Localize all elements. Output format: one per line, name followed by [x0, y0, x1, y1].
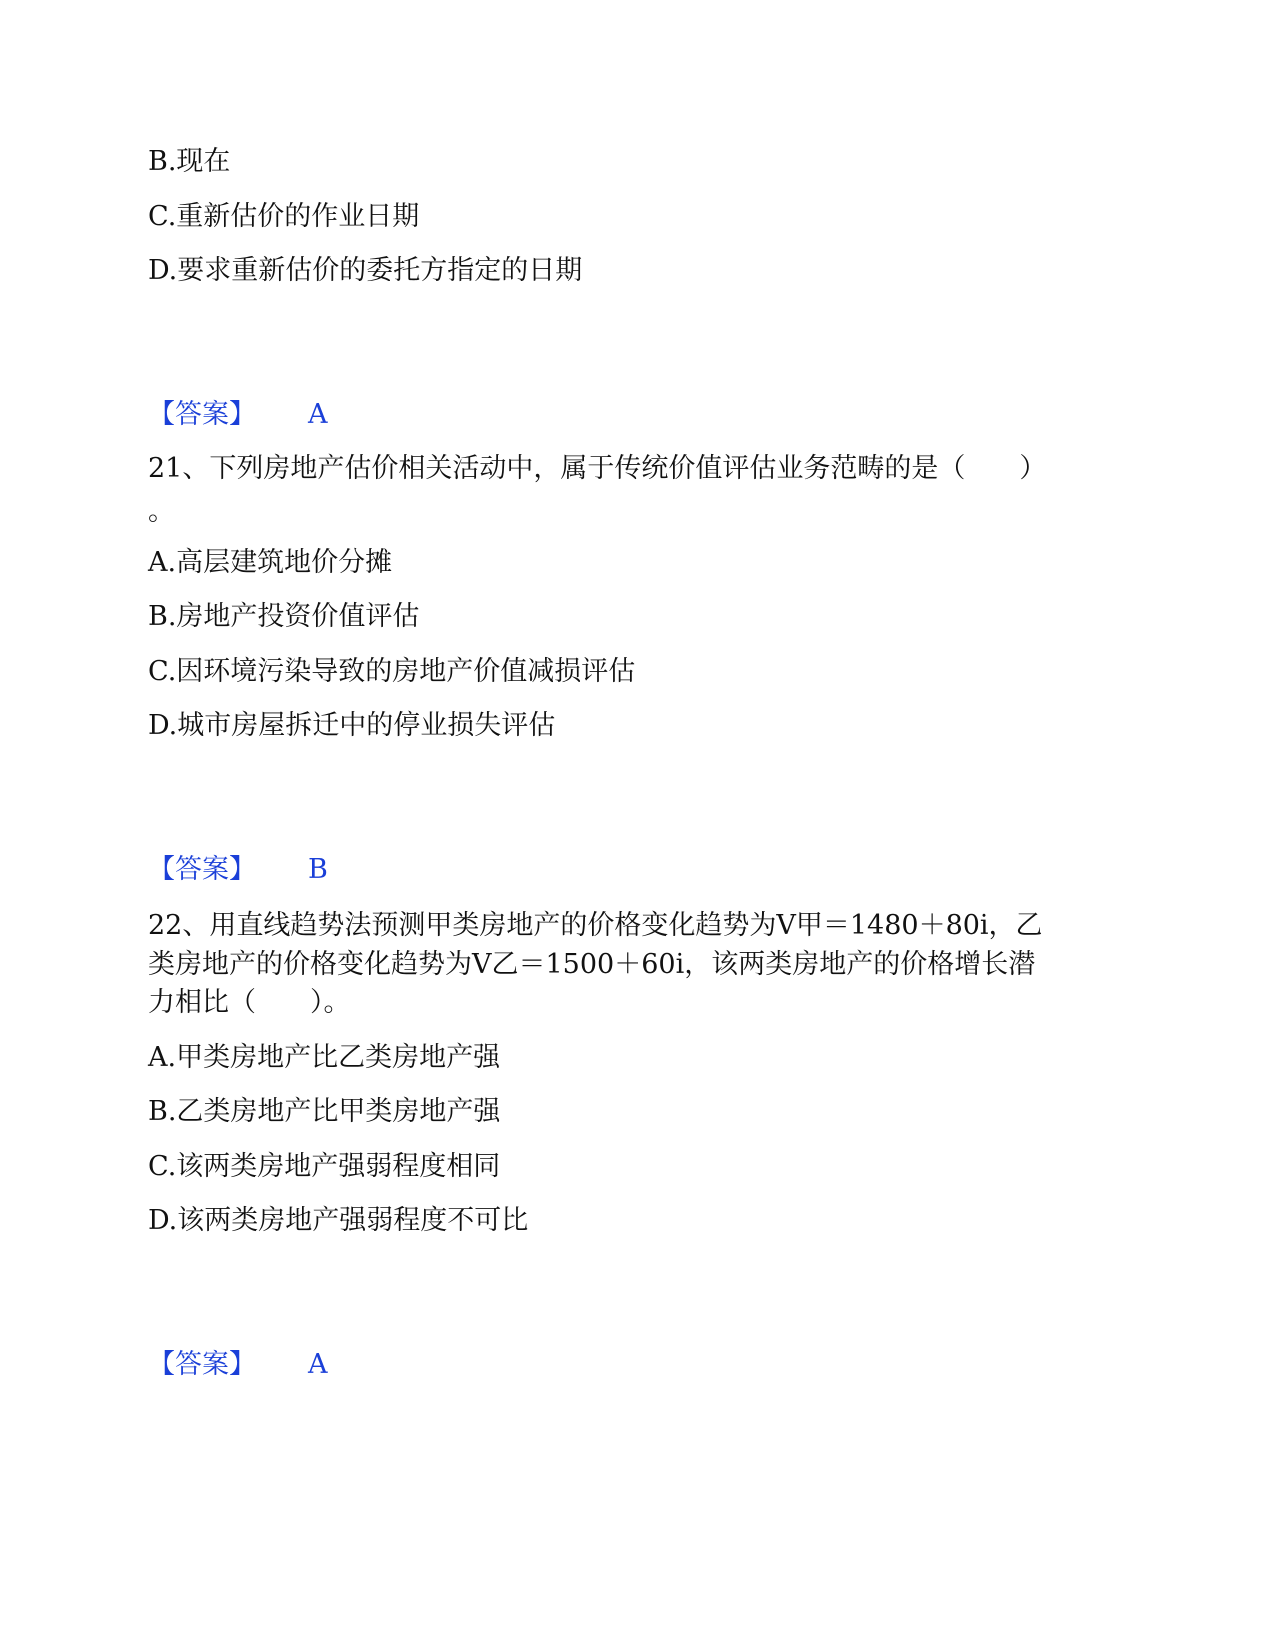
q22-stem-line-3: 力相比（ ）。 — [148, 987, 351, 1018]
q20-option-c: C.重新估价的作业日期 — [148, 201, 420, 232]
q21-option-b: B.房地产投资价值评估 — [148, 601, 420, 632]
q21-option-d: D.城市房屋拆迁中的停业损失评估 — [148, 710, 556, 741]
q22-option-c: C.该两类房地产强弱程度相同 — [148, 1151, 501, 1182]
q21-answer-label: 【答案】 — [148, 854, 256, 885]
q20-answer-label: 【答案】 — [148, 399, 256, 430]
q22-answer-label: 【答案】 — [148, 1349, 256, 1380]
q22-stem-line-1: 22、用直线趋势法预测甲类房地产的价格变化趋势为V甲＝1480＋80i，乙 — [148, 910, 1043, 941]
q22-option-a: A.甲类房地产比乙类房地产强 — [148, 1042, 501, 1073]
q21-answer-value: B — [308, 854, 328, 885]
q21-stem-line-2: 。 — [148, 496, 175, 527]
q22-option-d: D.该两类房地产强弱程度不可比 — [148, 1205, 529, 1236]
q22-option-b: B.乙类房地产比甲类房地产强 — [148, 1096, 501, 1127]
q22-stem-line-2: 类房地产的价格变化趋势为V乙＝1500＋60i，该两类房地产的价格增长潜 — [148, 949, 1036, 980]
q22-answer — [148, 1348, 328, 1382]
q20-answer — [148, 398, 328, 432]
q22-answer-value: A — [308, 1349, 328, 1380]
q20-option-d: D.要求重新估价的委托方指定的日期 — [148, 255, 583, 286]
q21-option-c: C.因环境污染导致的房地产价值减损评估 — [148, 656, 636, 687]
q20-answer-value: A — [308, 399, 328, 430]
q20-option-b: B.现在 — [148, 146, 231, 177]
q21-option-a: A.高层建筑地价分摊 — [148, 547, 393, 578]
q21-answer — [148, 853, 328, 887]
q21-stem-line-1: 21、下列房地产估价相关活动中，属于传统价值评估业务范畴的是（ ） — [148, 453, 1047, 484]
